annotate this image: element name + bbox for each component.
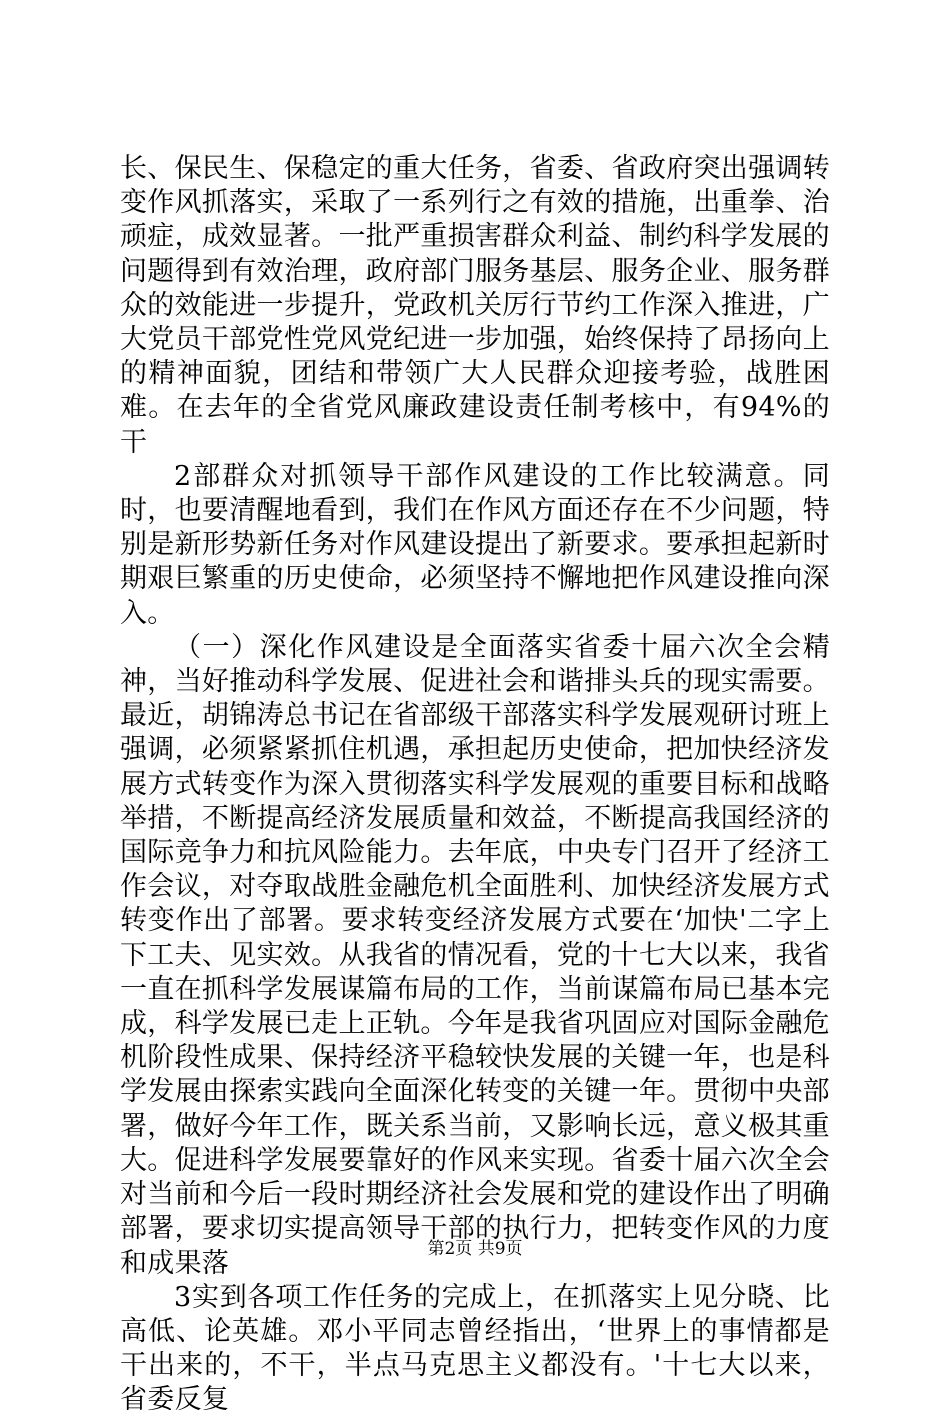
paragraph-2: 2部群众对抓领导干部作风建设的工作比较满意。同时，也要清醒地看到，我们在作风方面还存在不少问题，特别是新形势新任务对作风建设提出了新要求。要承担起新时期艰巨繁重的历史使命，必须坚持不懈地把作风建设推向深入。 — [120, 460, 830, 629]
paragraph-continuation: 长、保民生、保稳定的重大任务，省委、省政府突出强调转变作风抓落实，采取了一系列行之有效的措施，出重拳、治顽症，成效显著。一批严重损害群众利益、制约科学发展的问题得到有效治理，政府部门服务基层、服务企业、服务群众的效能进一步提升，党政机关厉行节约工作深入推进，广大党员干部党性党风党纪进一步加强，始终保持了昂扬向上的精神面貌，团结和带领广大人民群众迎接考验，战胜困难。在去年的全省党风廉政建设责任制考核中，有94%的干 — [120, 153, 830, 458]
paragraph-section-one: （一）深化作风建设是全面落实省委十届六次全会精神，当好推动科学发展、促进社会和谐排头兵的现实需要。最近，胡锦涛总书记在省部级干部落实科学发展观研讨班上强调，必须紧紧抓住机遇，承担起历史使命，把加快经济发展方式转变作为深入贯彻落实科学发展观的重要目标和战略举措，不断提高经济发展质量和效益，不断提高我国经济的国际竞争力和抗风险能力。去年底，中央专门召开了经济工作会议，对夺取战胜金融危机全面胜利、加快经济发展方式转变作出了部署。要求转变经济发展方式要在‘加快'二字上下工夫、见实效。从我省的情况看，党的十七大以来，我省一直在抓科学发展谋篇布局的工作，当前谋篇布局已基本完成，科学发展已走上正轨。今年是我省巩固应对国际金融危机阶段性成果、保持经济平稳较快发展的关键一年，也是科学发展由探索实践向全面深化转变的关键一年。贯彻中央部署，做好今年工作，既关系当前，又影响长远，意义极其重大。促进科学发展要靠好的作风来实现。省委十届六次全会对当前和今后一段时期经济社会发展和党的建设作出了明确部署，要求切实提高领导干部的执行力，把转变作风的力度和成果落 — [120, 631, 830, 1279]
page-number-footer: 第2页 共9页 — [427, 1239, 523, 1259]
document-body — [120, 152, 830, 1418]
paragraph-3: 3实到各项工作任务的完成上，在抓落实上见分晓、比高低、论英雄。邓小平同志曾经指出，‘世界上的事情都是干出来的，不干，半点马克思主义都没有。'十七大以来，省委反复 — [120, 1281, 830, 1416]
